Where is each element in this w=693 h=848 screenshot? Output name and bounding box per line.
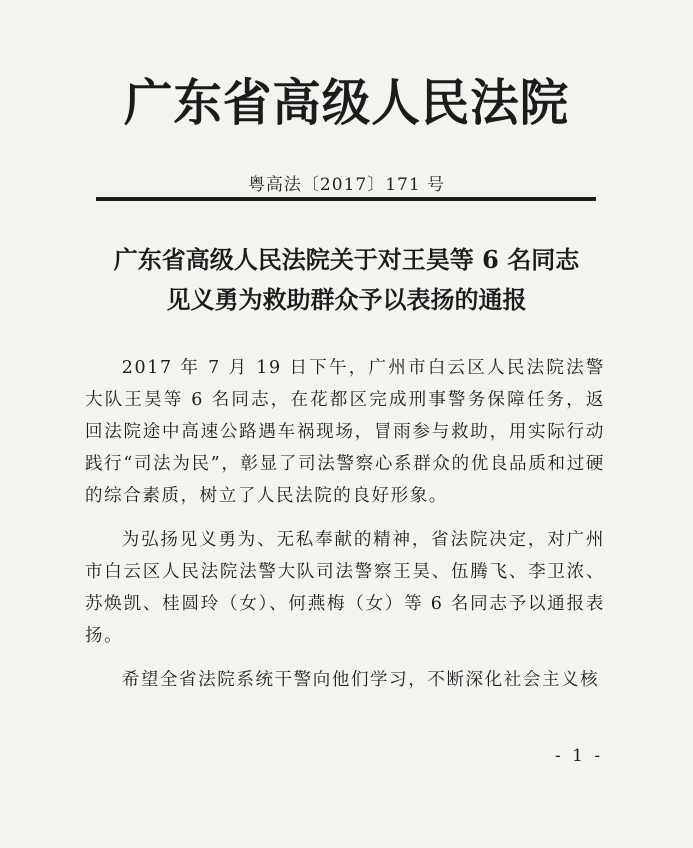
document-body <box>85 352 605 696</box>
page-number: - 1 - <box>555 746 604 766</box>
title-line-2: 见义勇为救助群众予以表扬的通报 <box>166 285 527 314</box>
header-divider <box>96 197 596 201</box>
document-title <box>60 240 633 320</box>
issuer-heading: 广东省高级人民法院 <box>123 73 570 132</box>
paragraph: 希望全省法院系统干警向他们学习，不断深化社会主义核 <box>121 670 600 690</box>
document-number: 粤高法〔2017〕171 号 <box>247 175 446 195</box>
paragraph: 2017 年 7 月 19 日下午，广州市白云区人民法院法警大队王昊等 6 名同志，在花都区完成刑事警务保障任务，返回法院途中高速公路遇车祸现场，冒雨参与救助，用实际行动践行“司法为民”，彰显了司法警察心系群众的优良品质和过硬的综合素质，树立了人民法院的良好形象。 <box>85 358 605 506</box>
title-line-1: 广东省高级人民法院关于对王昊等 6 名同志 <box>113 245 580 274</box>
paragraph: 为弘扬见义勇为、无私奉献的精神，省法院决定，对广州市白云区人民法院法警大队司法警察王昊、伍腾飞、李卫浓、苏焕凯、桂圆玲（女）、何燕梅（女）等 6 名同志予以通报表扬。 <box>85 530 605 646</box>
